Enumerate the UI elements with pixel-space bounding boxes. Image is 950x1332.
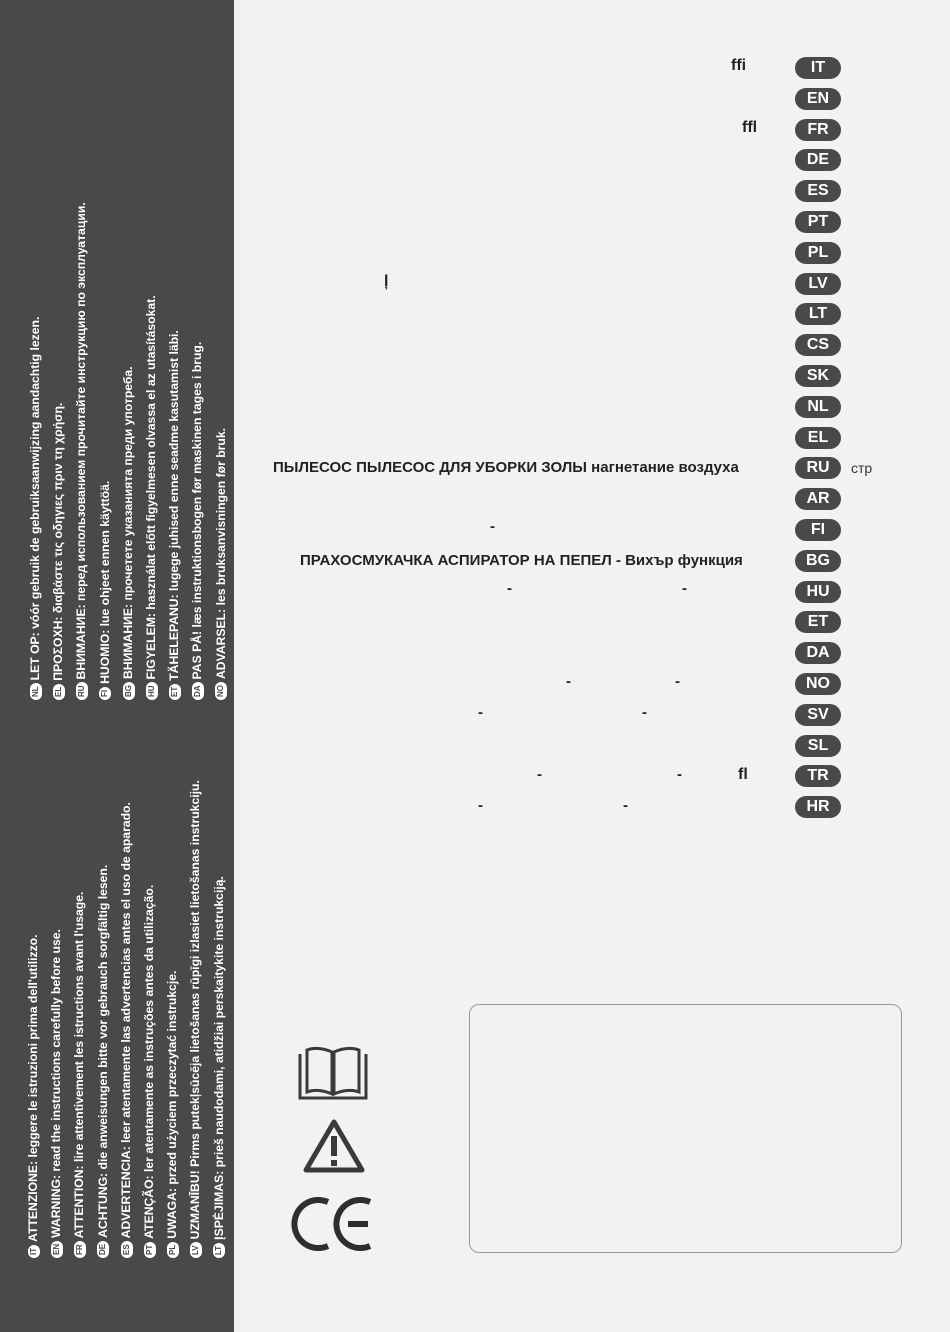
warning-line bbox=[94, 40, 117, 700]
language-pill: SV bbox=[795, 704, 841, 726]
language-chip: NO bbox=[215, 682, 227, 700]
warning-line bbox=[186, 40, 209, 700]
warning-text: ΠΡΟΣΟΧΗ: διαβάστε τις οδηγιες πριν τη χρήση. bbox=[51, 402, 66, 681]
language-pill: FR bbox=[795, 119, 841, 141]
warning-line bbox=[70, 40, 93, 700]
ce-mark-icon bbox=[292, 1194, 376, 1254]
ru-product-line: ПЫЛЕСОС ПЫЛЕСОС ДЛЯ УБОРКИ ЗОЛЫ нагнетание воздуха bbox=[273, 459, 739, 476]
language-pill: HR bbox=[795, 796, 841, 818]
language-pill: RU bbox=[795, 457, 841, 479]
dash-tr-2: - bbox=[677, 766, 682, 783]
warning-line bbox=[117, 40, 140, 700]
language-chip: NL bbox=[30, 683, 42, 700]
warning-text: TÄHELEPANU: lugege juhised enne seadme kasutamist läbi. bbox=[167, 330, 182, 681]
language-chip: EL bbox=[53, 684, 65, 700]
dash-hr-1: - bbox=[478, 797, 483, 814]
warning-sidebar bbox=[0, 0, 234, 1332]
dash-sv-2: - bbox=[642, 704, 647, 721]
language-pill: ET bbox=[795, 611, 841, 633]
text-fragment-fr: ffl bbox=[742, 119, 758, 136]
dash-sv-1: - bbox=[478, 704, 483, 721]
language-pill: EL bbox=[795, 427, 841, 449]
dash-no-2: - bbox=[675, 673, 680, 690]
warning-line bbox=[163, 40, 186, 700]
warning-text: FIGYELEM: használat előtt figyelmesen olvassa el az utasításokat. bbox=[144, 295, 159, 680]
warning-line bbox=[140, 40, 163, 700]
language-chip: LT bbox=[213, 1243, 225, 1258]
warning-line bbox=[24, 40, 47, 700]
language-pill: FI bbox=[795, 519, 841, 541]
language-chip: RU bbox=[76, 682, 88, 700]
warning-line bbox=[210, 40, 233, 700]
language-pill: SL bbox=[795, 735, 841, 757]
dash-ar: - bbox=[490, 518, 495, 535]
warning-text: UZMANĪBU! Pirms putekļsūcēja lietošanas rūpīgi izlasiet lietošanas instrukciju. bbox=[188, 780, 203, 1240]
language-pill: PL bbox=[795, 242, 841, 264]
language-chip: BG bbox=[123, 682, 135, 700]
language-pill: ES bbox=[795, 180, 841, 202]
language-pill: PT bbox=[795, 211, 841, 233]
language-pill: SK bbox=[795, 365, 841, 387]
language-chip: PT bbox=[144, 1242, 156, 1258]
language-pill: DE bbox=[795, 149, 841, 171]
language-chip: LV bbox=[190, 1242, 202, 1258]
language-chip: FR bbox=[74, 1241, 86, 1258]
warning-text: WARNING: read the instructions carefully before use. bbox=[49, 929, 64, 1238]
language-pill: HU bbox=[795, 581, 841, 603]
text-fragment-lv: ļ bbox=[384, 273, 389, 290]
language-pill: NO bbox=[795, 673, 841, 695]
language-pill: NL bbox=[795, 396, 841, 418]
language-chip: FI bbox=[99, 687, 111, 700]
language-pill: BG bbox=[795, 550, 841, 572]
warning-line bbox=[47, 40, 70, 700]
dash-no-1: - bbox=[566, 673, 571, 690]
dash-hr-2: - bbox=[623, 797, 628, 814]
language-chip: PL bbox=[167, 1242, 179, 1258]
warning-text: ADVERTENCIA: leer atentamente las advertencias antes el uso de aparado. bbox=[118, 802, 133, 1239]
text-fragment-it: ffi bbox=[731, 57, 747, 74]
warning-text: ĮSPĖJIMAS: prieš naudodami, atidžiai perskaitykite instrukciją. bbox=[211, 876, 226, 1240]
language-pill: AR bbox=[795, 488, 841, 510]
warning-text: ACHTUNG: die anweisungen bitte vor gebrauch sorgfältig lesen. bbox=[95, 864, 110, 1238]
warning-text: ВНИМАНИЕ: прочетете указанията преди употреба. bbox=[120, 366, 135, 679]
language-chip: HU bbox=[146, 682, 158, 700]
language-pill: CS bbox=[795, 334, 841, 356]
bg-product-line: ПРАХОСМУКАЧКА АСПИРАТОР НА ПЕПЕЛ - Вихър функция bbox=[300, 552, 743, 569]
warning-text: ATENÇÃO: ler atentamente as instruções antes da utilização. bbox=[142, 884, 157, 1239]
language-chip: DA bbox=[192, 682, 204, 700]
language-pill: LV bbox=[795, 273, 841, 295]
dash-tr-1: - bbox=[537, 766, 542, 783]
language-chip: EN bbox=[51, 1241, 63, 1258]
language-chip: DE bbox=[97, 1241, 109, 1258]
label-box bbox=[469, 1004, 902, 1253]
language-pill: DA bbox=[795, 642, 841, 664]
warning-text: ATTENTION: lire attentivement les istructions avant l'usage. bbox=[72, 891, 87, 1239]
text-fragment-tr: fl bbox=[738, 766, 748, 783]
ru-page-label: стр bbox=[851, 460, 873, 476]
warning-text: LET OP: vóór gebruik de gebruiksaanwijzing aandachtig lezen. bbox=[28, 316, 42, 681]
dash-hu-2: - bbox=[682, 580, 687, 597]
language-chip: IT bbox=[28, 1245, 40, 1258]
language-pill: LT bbox=[795, 303, 841, 325]
warning-text: UWAGA: przed użyciem przeczytać instrukcje. bbox=[165, 970, 180, 1239]
language-chip: ET bbox=[169, 684, 181, 700]
warning-text: ADVARSEL: les bruksanvisningen før bruk. bbox=[213, 427, 228, 679]
warning-text: PAS PÅ! læs instruktionsbogen før maskinen tages i brug. bbox=[190, 341, 205, 680]
language-chip: ES bbox=[121, 1241, 133, 1258]
manual-book-icon bbox=[298, 1044, 368, 1102]
dash-hu-1: - bbox=[507, 580, 512, 597]
warning-triangle-icon bbox=[302, 1118, 366, 1174]
warning-text: ВНИМАНИЕ: перед использованием прочитайте инструкцию по эксплуатации. bbox=[74, 202, 89, 680]
language-pill: TR bbox=[795, 765, 841, 787]
language-pill: IT bbox=[795, 57, 841, 79]
language-pill: EN bbox=[795, 88, 841, 110]
warning-text: HUOMIO: lue ohjeet ennen käyttöä. bbox=[97, 480, 112, 684]
warning-text: ATTENZIONE: leggere le istruzioni prima dell'utilizzo. bbox=[26, 934, 40, 1242]
